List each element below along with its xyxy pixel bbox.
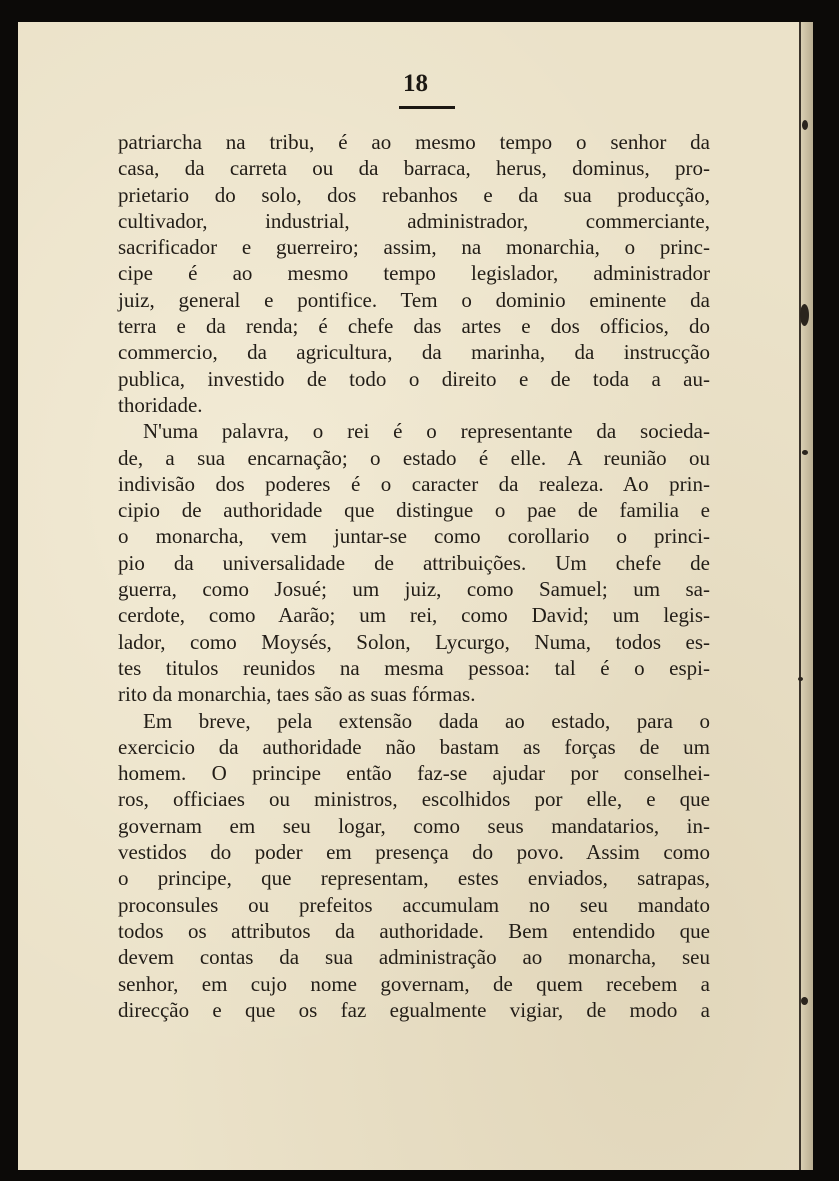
- text-line: patriarcha na tribu, é ao mesmo tempo o senhor da: [118, 130, 710, 154]
- body-text: [118, 129, 710, 1023]
- text-line: pio da universalidade de attribuições. Um chefe de: [118, 550, 710, 575]
- text-line: cultivador, industrial, administrador, commerciante,: [118, 208, 710, 233]
- text-line: direcção e que os faz egualmente vigiar, de modo a: [118, 997, 710, 1022]
- text-line: sacrificador e guerreiro; assim, na monarchia, o princ-: [118, 235, 710, 260]
- text-line: prietario do solo, dos rebanhos e da sua producção,: [118, 182, 710, 207]
- text-line: thoridade.: [118, 392, 203, 417]
- text-line: proconsules ou prefeitos accumulam no seu mandato: [118, 892, 710, 917]
- text-line: governam em seu logar, como seus mandatarios, in-: [118, 813, 710, 838]
- text-line: o principe, que representam, estes enviados, satrapas,: [118, 866, 710, 891]
- text-line: senhor, em cujo nome governam, de quem recebem a: [118, 971, 710, 996]
- text-line: juiz, general e pontifice. Tem o dominio eminente da: [118, 287, 710, 312]
- ink-blot: [800, 304, 809, 326]
- ink-blot: [802, 450, 808, 455]
- page-number-rule: [399, 106, 455, 109]
- text-line: ros, officiaes ou ministros, escolhidos por elle, e que: [118, 787, 710, 812]
- text-line: todos os attributos da authoridade. Bem entendido que: [118, 918, 710, 943]
- text-line: terra e da renda; é chefe das artes e dos officios, do: [118, 314, 710, 339]
- text-line: devem contas da sua administração ao monarcha, seu: [118, 945, 710, 970]
- page-number: 18: [403, 70, 428, 97]
- text-line: casa, da carreta ou da barraca, herus, dominus, pro-: [118, 156, 710, 181]
- text-line: tes titulos reunidos na mesma pessoa: tal é o espi-: [118, 655, 710, 680]
- text-line: guerra, como Josué; um juiz, como Samuel; um sa-: [118, 577, 710, 602]
- text-line: indivisão dos poderes é o caracter da realeza. Ao prin-: [118, 471, 710, 496]
- text-line: vestidos do poder em presença do povo. Assim como: [118, 840, 710, 865]
- text-line: exercicio da authoridade não bastam as forças de um: [118, 734, 710, 759]
- text-line: o monarcha, vem juntar-se como corollario o princi-: [118, 524, 710, 549]
- text-line: lador, como Moysés, Solon, Lycurgo, Numa, todos es-: [118, 629, 710, 654]
- ink-blot: [801, 997, 808, 1005]
- text-line: Em breve, pela extensão dada ao estado, para o: [143, 708, 710, 733]
- text-line: rito da monarchia, taes são as suas fórmas.: [118, 682, 476, 707]
- text-line: cipio de authoridade que distingue o pae de familia e: [118, 498, 710, 523]
- text-line: de, a sua encarnação; o estado é elle. A reunião ou: [118, 445, 710, 470]
- ink-blot: [798, 677, 803, 681]
- text-line: homem. O principe então faz-se ajudar por conselhei-: [118, 761, 710, 786]
- text-line: N'uma palavra, o rei é o representante da socieda-: [143, 419, 710, 444]
- text-line: cipe é ao mesmo tempo legislador, administrador: [118, 261, 710, 286]
- ink-blot: [802, 120, 808, 130]
- book-page: [18, 22, 813, 1170]
- text-line: commercio, da agricultura, da marinha, da instrucção: [118, 340, 710, 365]
- text-line: publica, investido de todo o direito e de toda a au-: [118, 366, 710, 391]
- text-line: cerdote, como Aarão; um rei, como David; um legis-: [118, 603, 710, 628]
